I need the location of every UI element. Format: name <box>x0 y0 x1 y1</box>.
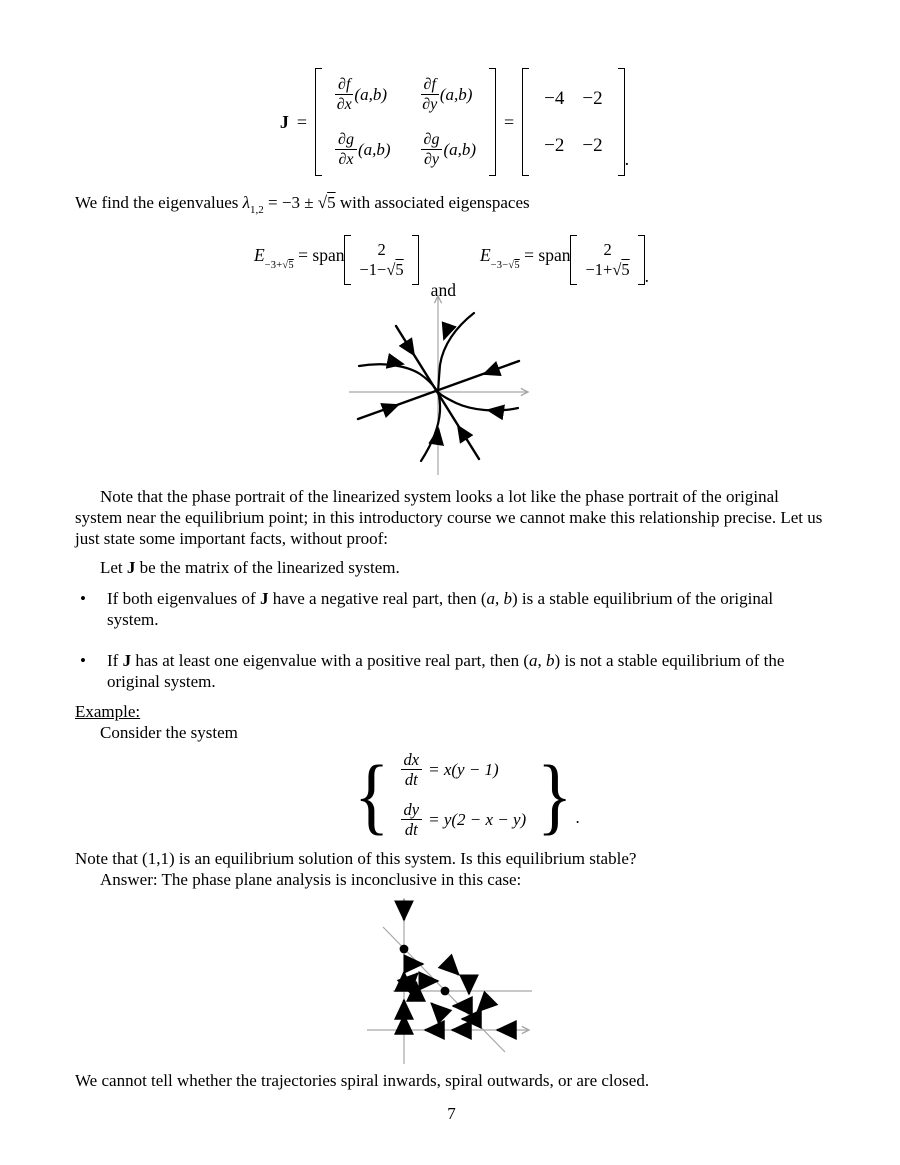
ode-row: $\frac{dy}{dt}$ = y(2 − x − y) <box>401 801 527 838</box>
direction-arrows <box>404 910 511 1030</box>
ode-row: $\frac{dx}{dt}$ = x(y − 1) <box>401 751 527 788</box>
sqrt-icon: √ <box>282 259 289 271</box>
bullet-item <box>80 588 828 630</box>
period: . <box>644 266 650 286</box>
let-j-sentence: Let J be the matrix of the linearized system. <box>100 558 400 577</box>
sqrt-icon: √ <box>508 259 515 271</box>
phase-portrait-svg <box>336 289 596 479</box>
numeric-matrix: −4 −2 −2 −2 <box>544 88 603 156</box>
sqrt-icon: √ <box>612 260 622 279</box>
right-brace: } <box>537 746 573 843</box>
bullet-text: If both eigenvalues of J have a negative real part, then (a, b) is a stable equilibrium of the original system. <box>107 589 774 629</box>
eigenvector-1: 2 −1−√5 <box>359 240 404 279</box>
arrow-up-right <box>410 974 417 981</box>
right-bracket <box>638 235 645 285</box>
jacobian-cell: $\frac{\partial f}{\partial y}$ (a,b) <box>422 76 473 113</box>
equilibrium-dot <box>441 987 450 996</box>
bullet-icon: • <box>80 651 86 670</box>
example-heading: Example: <box>75 702 141 721</box>
right-bracket <box>489 68 496 176</box>
jacobian-matrix <box>327 68 484 176</box>
eigenvalue-sentence: We find the eigenvalues $\lambda_{1,2} = -3 \pm √5$ with associated eigenspaces <box>75 193 530 216</box>
jacobian-equation <box>81 68 828 176</box>
guide-lines <box>367 899 532 1064</box>
left-bracket <box>570 235 577 285</box>
right-bracket <box>412 235 419 285</box>
eigenspace-2: $E_{-3-√5}$ = span <box>479 244 571 271</box>
eigenspaces-equation <box>75 235 828 300</box>
bullet-icon: • <box>80 589 86 608</box>
ode-system-equation <box>103 747 828 842</box>
and-word: and <box>430 280 456 300</box>
bullet-text: If J has at least one eigenvalue with a positive real part, then (a, b) is not a stable equilibrium of the original system. <box>107 651 785 691</box>
left-bracket <box>344 235 351 285</box>
arrow-down-right <box>450 966 458 974</box>
left-brace: { <box>354 746 390 843</box>
trajectory-curve <box>421 392 440 461</box>
note-paragraph: Note that the phase portrait of the linearized system looks a lot like the phase portrait of the original system near the equilibrium point; in this introductory course we cannot make this relationship precise. Let us just state some important facts, without proof: <box>75 487 823 548</box>
sqrt-icon: √ <box>386 260 396 279</box>
system-rows <box>399 747 529 842</box>
period: . <box>575 808 580 827</box>
left-bracket <box>315 68 322 176</box>
arrow-down-left <box>478 1002 487 1011</box>
jacobian-cell: $\frac{\partial g}{\partial y}$ (a,b) <box>421 131 476 168</box>
arrow-up-left <box>432 1004 441 1013</box>
direction-field-svg <box>363 892 540 1066</box>
phase-portrait-figure <box>75 289 828 479</box>
example-intro: Consider the system <box>100 723 238 742</box>
jacobian-cell: $\frac{\partial g}{\partial x}$ (a,b) <box>335 131 390 168</box>
eigenspace-1: $E_{-3+√5}$ = span <box>253 244 345 271</box>
equilibrium-note: Note that (1,1) is an equilibrium solution of this system. Is this equilibrium stable? <box>75 849 637 868</box>
eigenvector-2: 2 −1+√5 <box>585 240 630 279</box>
sqrt-icon: √ <box>317 193 328 212</box>
jacobian-cell: $\frac{\partial f}{\partial x}$ (a,b) <box>336 76 387 113</box>
answer-line: Answer: The phase plane analysis is inconclusive in this case: <box>100 870 522 889</box>
equals-sign: = <box>296 111 308 132</box>
equilibrium-dot <box>400 945 409 954</box>
page-number: 7 <box>447 1104 456 1123</box>
equals-sign: = <box>504 111 515 132</box>
closing-sentence: We cannot tell whether the trajectories spiral inwards, spiral outwards, or are closed. <box>75 1071 650 1090</box>
trajectory-curve <box>359 364 438 392</box>
trajectory-curve <box>438 392 518 410</box>
lambda-symbol: λ <box>242 193 251 212</box>
bullet-item <box>80 650 828 692</box>
period: . <box>624 149 630 169</box>
left-bracket <box>522 68 529 176</box>
right-bracket <box>618 68 625 176</box>
matrix-symbol-J: J <box>279 111 289 132</box>
direction-field-figure <box>75 892 828 1066</box>
